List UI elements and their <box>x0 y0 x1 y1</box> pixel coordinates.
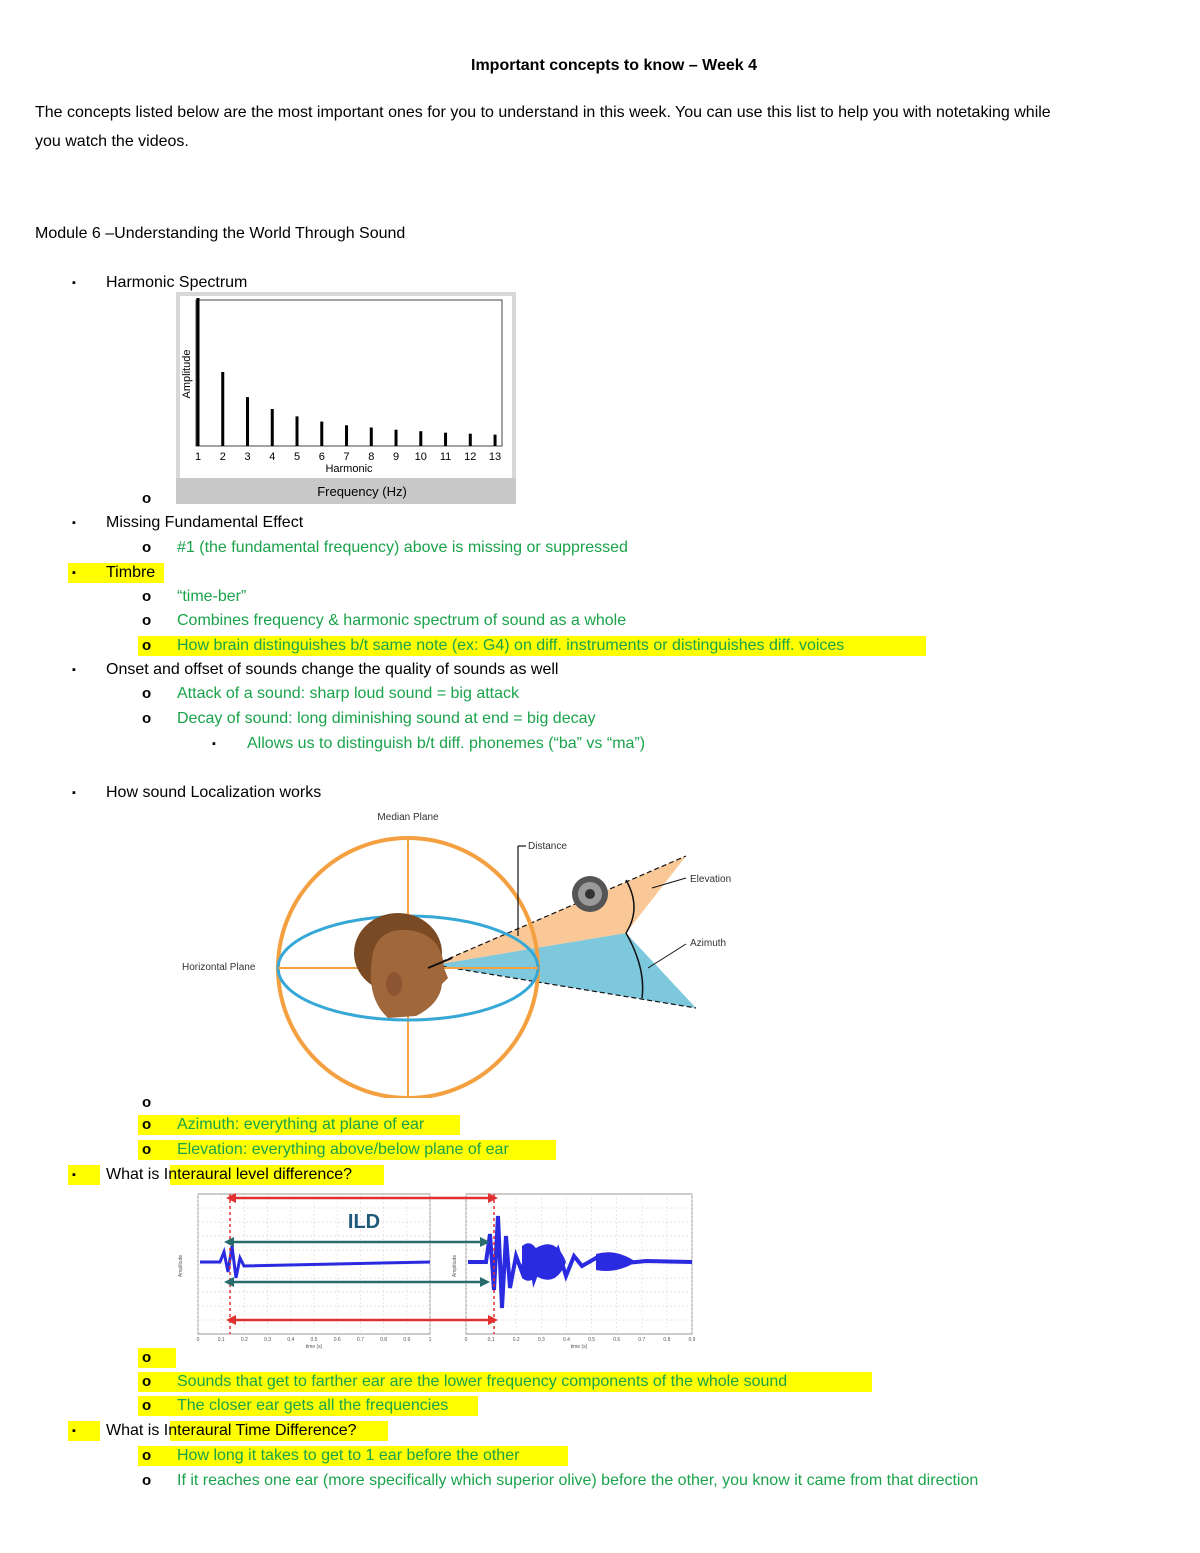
harmonic-bar-1 <box>197 298 200 446</box>
bullet-icon: ▪ <box>72 1425 76 1437</box>
item-localization: How sound Localization works <box>106 784 322 801</box>
left-x-tick: 0.9 <box>403 1337 411 1343</box>
harmonic-tick-11: 11 <box>439 451 452 463</box>
harmonic-tick-8: 8 <box>368 451 375 463</box>
bullet-icon: ▪ <box>72 1169 76 1181</box>
harmonic-bar-12 <box>469 434 472 446</box>
phonemes-note: Allows us to distinguish b/t diff. phonemes (“ba” vs “ma”) <box>247 735 646 752</box>
left-ylabel: Amplitude <box>178 1254 184 1278</box>
sub-bullet-icon: o <box>142 1373 152 1390</box>
itd-prefix: What is <box>106 1422 164 1439</box>
harmonic-bar-3 <box>246 397 249 446</box>
harmonic-spectrum-chart <box>176 292 516 504</box>
distance-label: Distance <box>528 841 567 852</box>
harmonic-bar-8 <box>370 428 373 447</box>
right-x-tick: 0.7 <box>638 1337 646 1343</box>
harmonic-bar-9 <box>395 430 398 446</box>
left-x-tick: 0.6 <box>333 1337 341 1343</box>
y-axis-label: Amplitude <box>181 349 193 399</box>
sub-bullet-icon: o <box>142 1472 152 1489</box>
bullet-icon: ▪ <box>72 517 76 529</box>
intro-line-2: you watch the videos. <box>35 133 189 150</box>
left-x-tick: 0.5 <box>310 1337 318 1343</box>
x-axis-label: Harmonic <box>325 463 373 475</box>
sub-bullet-icon: o <box>142 1447 152 1464</box>
ild-label: ILD <box>347 1211 381 1233</box>
left-x-tick: 1 <box>428 1337 432 1343</box>
item-harmonic-spectrum: Harmonic Spectrum <box>106 274 248 291</box>
sub-bullet-icon: o <box>142 1141 152 1158</box>
right-x-tick: 0.9 <box>688 1337 696 1343</box>
bullet-icon: ▪ <box>72 567 76 579</box>
sub-bullet-icon: o <box>142 1397 152 1414</box>
module-heading: Module 6 –Understanding the World Through Sound <box>35 225 406 242</box>
sub-bullet-icon: o <box>142 588 152 605</box>
ear-icon <box>386 972 402 996</box>
harmonic-tick-2: 2 <box>219 451 226 463</box>
bullet-icon: ▪ <box>72 787 76 799</box>
harmonic-bar-2 <box>221 372 224 446</box>
sub-bullet-icon: o <box>142 1094 152 1111</box>
attack-note: Attack of a sound: sharp loud sound = big attack <box>177 685 519 702</box>
missing-fundamental-note: #1 (the fundamental frequency) above is missing or suppressed <box>177 539 628 556</box>
elevation-label: Elevation <box>690 874 732 885</box>
left-x-tick: 0.7 <box>356 1337 364 1343</box>
right-ylabel: Amplitude <box>452 1254 458 1278</box>
elevation-note: Elevation: everything above/below plane of ear <box>177 1141 509 1158</box>
sub-bullet-icon: o <box>142 490 152 507</box>
left-x-tick: 0.3 <box>264 1337 272 1343</box>
sub-bullet-icon: o <box>142 1349 152 1366</box>
timbre-pronunciation: “time-ber” <box>177 588 247 605</box>
right-x-tick: 0 <box>464 1337 468 1343</box>
left-x-tick: 0 <box>196 1337 200 1343</box>
intro-line-1: The concepts listed below are the most important ones for you to understand in this week. You can use this list to help you with notetaking while <box>35 104 1051 121</box>
horizontal-plane-label: Horizontal Plane <box>182 962 256 973</box>
harmonic-tick-12: 12 <box>464 451 477 463</box>
left-x-tick: 0.1 <box>217 1337 225 1343</box>
timbre-combines-note: Combines frequency & harmonic spectrum of sound as a whole <box>177 612 627 629</box>
frequency-footer-label: Frequency (Hz) <box>317 484 407 499</box>
harmonic-tick-10: 10 <box>414 451 427 463</box>
page-title: Important concepts to know – Week 4 <box>471 57 757 74</box>
sub-bullet-icon: o <box>142 1116 152 1133</box>
harmonic-tick-3: 3 <box>244 451 251 463</box>
localization-diagram <box>176 808 756 1098</box>
left-x-tick: 0.8 <box>380 1337 388 1343</box>
right-x-tick: 0.2 <box>512 1337 520 1343</box>
harmonic-tick-4: 4 <box>269 451 276 463</box>
itd-term: Interaural Time Difference? <box>163 1422 357 1439</box>
sub-bullet-icon: o <box>142 539 152 556</box>
itd-note-2: If it reaches one ear (more specifically which superior olive) before the other, you know it came from that direction <box>177 1472 979 1489</box>
ild-prefix: What is <box>106 1166 164 1183</box>
harmonic-bar-7 <box>345 425 348 446</box>
timbre-brain-note: How brain distinguishes b/t same note (ex: G4) on diff. instruments or distinguishes diff. voices <box>177 637 845 654</box>
left-x-tick: 0.2 <box>240 1337 248 1343</box>
sub-bullet-icon: o <box>142 612 152 629</box>
item-onset-offset: Onset and offset of sounds change the quality of sounds as well <box>106 661 559 678</box>
harmonic-bar-13 <box>494 435 497 446</box>
ild-figure <box>176 1186 696 1352</box>
ild-note-2: The closer ear gets all the frequencies <box>177 1397 449 1414</box>
right-x-tick: 0.1 <box>487 1337 495 1343</box>
median-plane-label: Median Plane <box>377 812 439 823</box>
harmonic-bar-5 <box>296 416 299 446</box>
right-x-tick: 0.6 <box>613 1337 621 1343</box>
right-x-tick: 0.8 <box>663 1337 671 1343</box>
right-x-tick: 0.3 <box>537 1337 545 1343</box>
sub-bullet-icon: o <box>142 685 152 702</box>
harmonic-tick-9: 9 <box>392 451 400 463</box>
harmonic-bar-10 <box>419 431 422 446</box>
speaker-center <box>585 889 595 899</box>
sub-bullet-icon: o <box>142 710 152 727</box>
harmonic-tick-13: 13 <box>488 451 502 463</box>
item-timbre: Timbre <box>106 564 156 581</box>
azimuth-note: Azimuth: everything at plane of ear <box>177 1116 425 1133</box>
bullet-icon: ▪ <box>212 738 216 750</box>
azimuth-cone <box>434 933 696 1008</box>
harmonic-bar-4 <box>271 409 274 446</box>
itd-note-1: How long it takes to get to 1 ear before the other <box>177 1447 520 1464</box>
right-x-tick: 0.5 <box>588 1337 596 1343</box>
azimuth-leader <box>648 944 686 968</box>
left-x-tick: 0.4 <box>287 1337 295 1343</box>
item-missing-fundamental: Missing Fundamental Effect <box>106 514 304 531</box>
harmonic-bar-6 <box>320 422 323 446</box>
right-xlabel: time (s) <box>570 1344 588 1350</box>
decay-note: Decay of sound: long diminishing sound at end = big decay <box>177 710 596 727</box>
left-xlabel: time (s) <box>305 1344 323 1350</box>
item-ild <box>106 1165 352 1185</box>
harmonic-tick-1: 1 <box>194 451 202 463</box>
bullet-icon: ▪ <box>72 664 76 676</box>
harmonic-tick-6: 6 <box>318 451 325 463</box>
bullet-icon: ▪ <box>72 277 76 289</box>
azimuth-label: Azimuth <box>690 938 727 949</box>
harmonic-tick-5: 5 <box>293 451 301 463</box>
ild-term: Interaural level difference? <box>163 1166 353 1183</box>
plot-area <box>196 300 502 446</box>
ild-note-1: Sounds that get to farther ear are the lower frequency components of the whole sound <box>177 1373 788 1390</box>
harmonic-tick-7: 7 <box>343 451 350 463</box>
item-itd <box>106 1421 356 1441</box>
harmonic-bar-11 <box>444 433 447 446</box>
sub-bullet-icon: o <box>142 637 152 654</box>
right-x-tick: 0.4 <box>562 1337 570 1343</box>
